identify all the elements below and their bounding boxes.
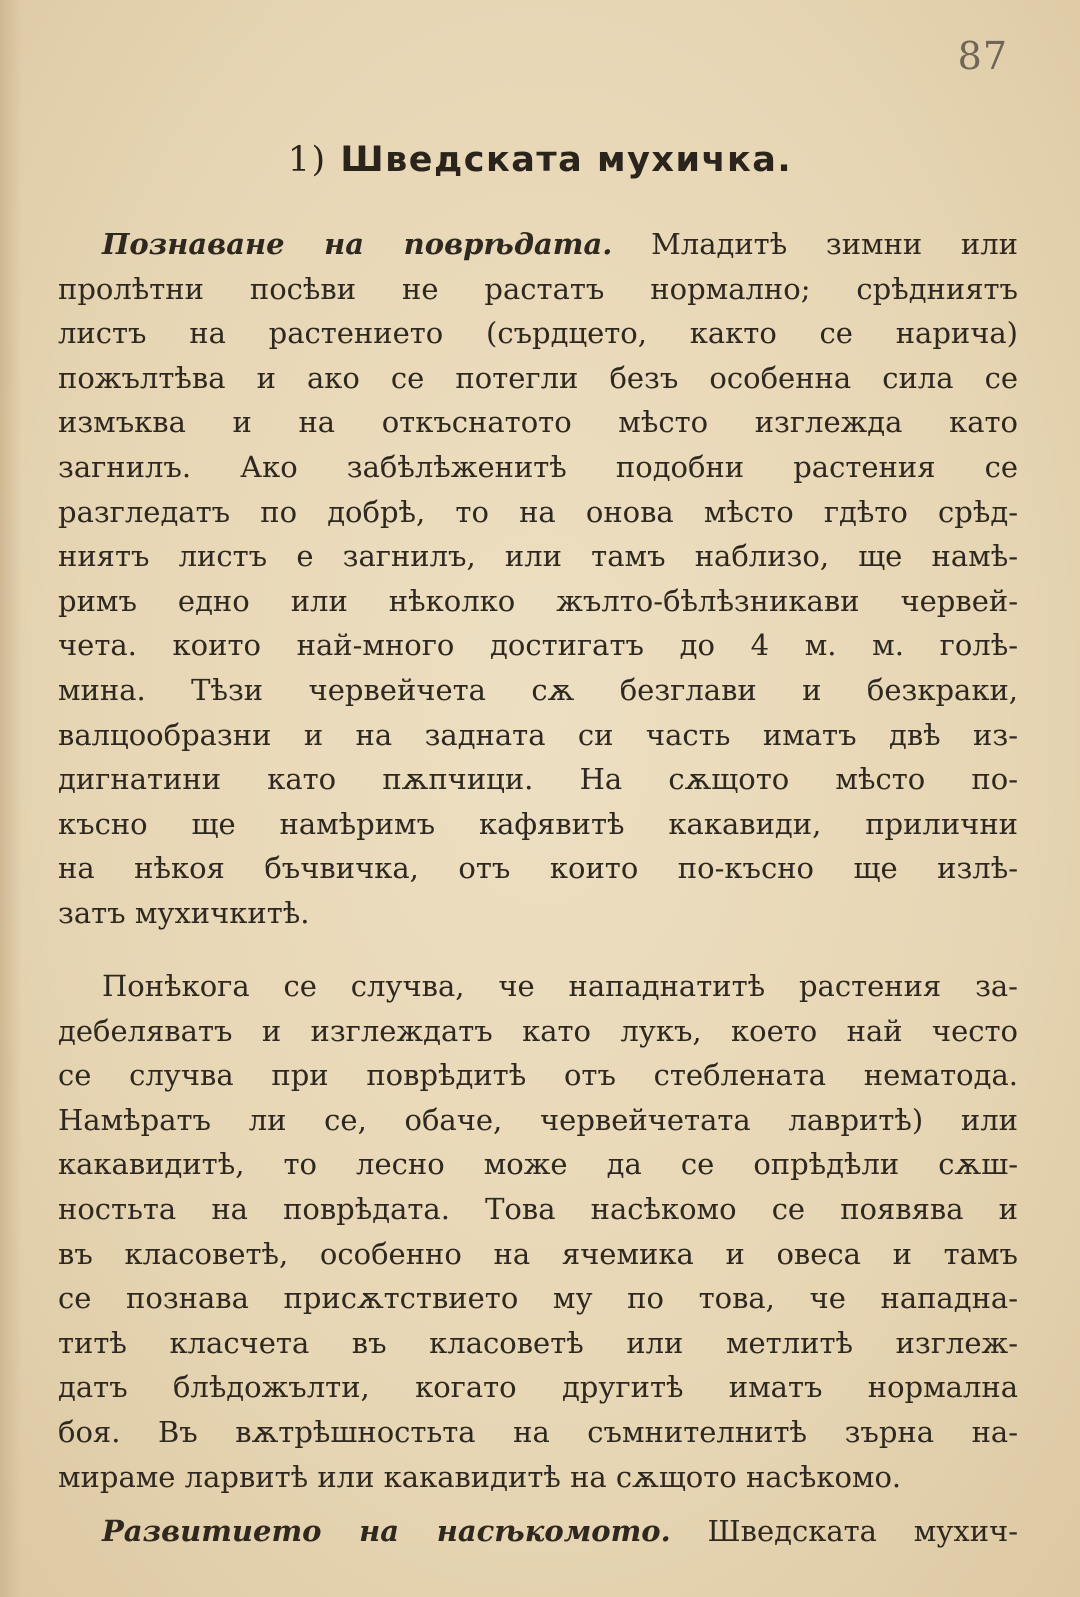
paragraph-development xyxy=(58,1509,1018,1554)
text-line: пожълтѣва и ако се потегли безъ особенна сила се xyxy=(58,360,1018,395)
text-line: датъ блѣдожълти, когато другитѣ иматъ нормална xyxy=(58,1370,1018,1405)
text-line: Намѣратъ ли се, обаче, червейчетата лавритѣ) или xyxy=(58,1102,1018,1137)
text-line: Познаване на поврѣдата. Младитѣ зимни или xyxy=(102,227,1019,261)
text-line: Развитието на насѣкомото. Шведската мухич- xyxy=(102,1514,1019,1548)
text-line: пролѣтни посѣви не растатъ нормално; срѣдниятъ xyxy=(58,271,1018,306)
text-line: какавидитѣ, то лесно може да се опрѣдѣли сѫш- xyxy=(58,1147,1018,1182)
text-line: измъква и на откъснатото мѣсто изглежда като xyxy=(58,405,1018,440)
text-line: късно ще намѣримъ кафявитѣ какавиди, прилични xyxy=(58,806,1018,841)
text-line: се случва при поврѣдитѣ отъ стеблената нематода. xyxy=(58,1058,1018,1093)
paragraph-symptoms xyxy=(58,964,1018,1499)
text-line: титѣ класчета въ класоветѣ или метлитѣ изглеж- xyxy=(58,1325,1018,1360)
paragraph-lead: Развитието на насѣкомото. xyxy=(102,1514,671,1548)
text-line: боя. Въ вѫтрѣшностьта на съмнителнитѣ зърна на- xyxy=(58,1414,1018,1449)
paragraph-lead: Познаване на поврѣдата. xyxy=(102,227,613,261)
text-line: въ класоветѣ, особенно на ячемика и овеса и тамъ xyxy=(58,1236,1018,1271)
text-line: дебеляватъ и изглеждатъ като лукъ, което най често xyxy=(58,1013,1018,1048)
paragraph-damage-recognition xyxy=(58,222,1018,936)
text-line: ниятъ листъ е загнилъ, или тамъ наблизо, ще намѣ- xyxy=(58,539,1018,574)
text-line: дигнатини като пѫпчици. На сѫщото мѣсто по- xyxy=(58,762,1018,797)
section-heading xyxy=(0,140,1080,180)
text-line: затъ мухичкитѣ. xyxy=(58,895,310,930)
text-line: римъ едно или нѣколко жълто-бѣлѣзникави червей- xyxy=(58,583,1018,618)
text-line: на нѣкоя бъчвичка, отъ които по-късно ще излѣ- xyxy=(58,851,1018,886)
text-line: ностьта на поврѣдата. Това насѣкомо се появява и xyxy=(58,1191,1018,1226)
text-line: чета. които най-много достигатъ до 4 м. м. голѣ- xyxy=(58,628,1018,663)
text-line: Понѣкога се случва, че нападнатитѣ растения за- xyxy=(102,969,1018,1003)
section-title: Шведската мухичка. xyxy=(340,140,793,180)
text-line: валцообразни и на задната си часть иматъ двѣ из- xyxy=(58,717,1018,752)
text-line: мина. Тѣзи червейчета сѫ безглави и безкраки, xyxy=(58,672,1018,707)
section-number: 1) xyxy=(287,140,327,180)
page-number: 87 xyxy=(957,34,1008,78)
text-line: разгледатъ по добрѣ, то на онова мѣсто гдѣто срѣд- xyxy=(58,494,1018,529)
text-line: загнилъ. Ако забѣлѣженитѣ подобни растения се xyxy=(58,449,1018,484)
text-line: се познава присѫтствието му по това, че нападна- xyxy=(58,1281,1018,1316)
page-edge-shadow xyxy=(0,0,22,1597)
text-line: листъ на растението (сърдцето, както се нарича) xyxy=(58,316,1018,351)
text-line: мираме ларвитѣ или какавидитѣ на сѫщото насѣкомо. xyxy=(58,1459,902,1494)
